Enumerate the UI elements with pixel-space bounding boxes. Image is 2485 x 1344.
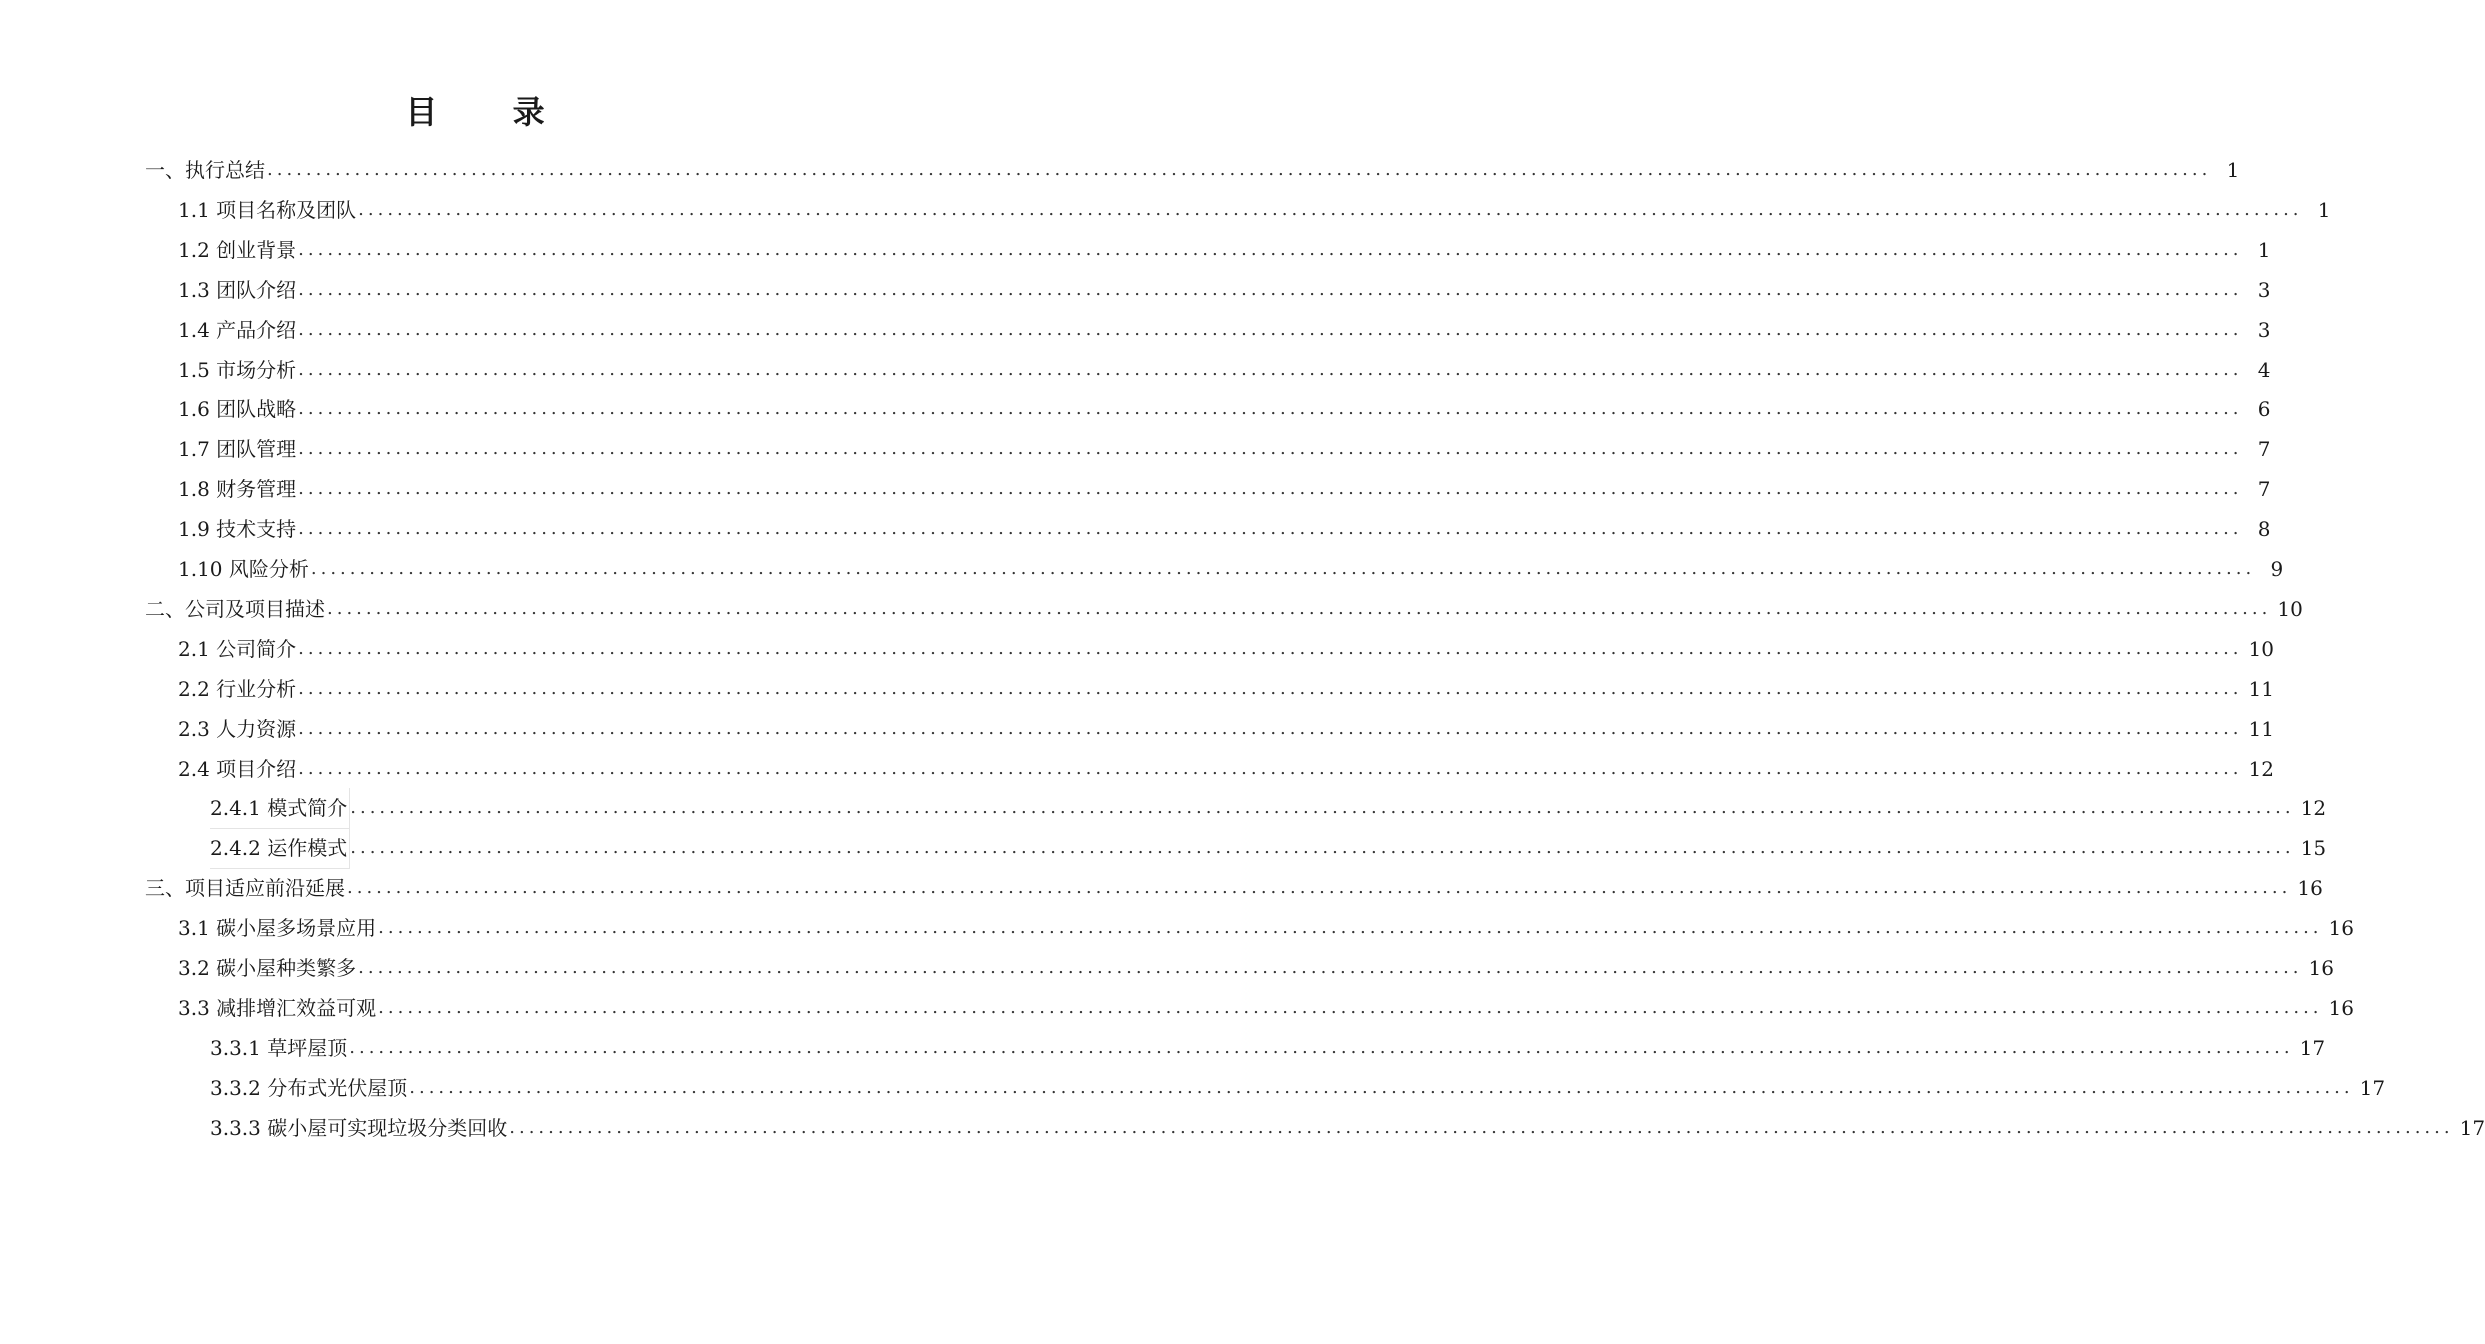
toc-dot-leader: ........................................................................................................................................................................................................ xyxy=(409,1076,2354,1098)
toc-dot-leader: ........................................................................................................................................................................................................ xyxy=(298,238,2243,260)
toc-entry-label: 二、公司及项目描述 xyxy=(145,596,325,621)
toc-entry[interactable] xyxy=(210,1028,2326,1068)
toc-dot-leader: ........................................................................................................................................................................................................ xyxy=(347,877,2292,899)
toc-entry-label: 3.3 减排增汇效益可观 xyxy=(178,995,377,1020)
toc-entry-label: 1.4 产品介绍 xyxy=(178,317,297,342)
toc-dot-leader: ........................................................................................................................................................................................................ xyxy=(298,717,2243,739)
toc-entry-label: 1.3 团队介绍 xyxy=(178,277,297,302)
toc-entry[interactable] xyxy=(178,270,2271,310)
toc-entry-label: 3.3.1 草坪屋顶 xyxy=(210,1035,348,1060)
toc-entry[interactable] xyxy=(178,230,2271,270)
toc-dot-leader: ........................................................................................................................................................................................................ xyxy=(378,917,2323,939)
toc-entry[interactable] xyxy=(210,828,2327,868)
toc-dot-leader: ........................................................................................................................................................................................................ xyxy=(298,278,2243,300)
toc-dot-leader: ........................................................................................................................................................................................................ xyxy=(298,358,2243,380)
toc-page-number: 7 xyxy=(2257,477,2271,502)
toc-page-number: 16 xyxy=(2328,995,2354,1020)
toc-dot-leader: ........................................................................................................................................................................................................ xyxy=(350,837,2295,859)
toc-page-number: 15 xyxy=(2300,836,2327,861)
toc-entry-label: 2.3 人力资源 xyxy=(178,716,297,741)
toc-page-number: 17 xyxy=(2359,1075,2386,1100)
toc-dot-leader: ........................................................................................................................................................................................................ xyxy=(267,159,2212,180)
toc-page-number: 10 xyxy=(2277,596,2303,621)
toc-page-number: 1 xyxy=(2257,237,2271,262)
toc-page-number: 9 xyxy=(2270,557,2284,581)
toc-page-number: 12 xyxy=(2300,796,2327,821)
toc-dot-leader: ........................................................................................................................................................................................................ xyxy=(298,398,2243,420)
toc-entry-label: 2.2 行业分析 xyxy=(178,676,297,701)
toc-dot-leader: ........................................................................................................................................................................................................ xyxy=(298,478,2243,500)
toc-dot-leader: ........................................................................................................................................................................................................ xyxy=(298,757,2243,779)
toc-page-number: 8 xyxy=(2257,517,2271,542)
toc-page-number: 3 xyxy=(2257,277,2271,302)
toc-entry-label: 1.1 项目名称及团队 xyxy=(178,197,357,222)
toc-page-number: 16 xyxy=(2308,956,2334,980)
toc-entry[interactable] xyxy=(178,549,2284,589)
toc-entry[interactable] xyxy=(145,589,2303,629)
toc-entry-label: 一、执行总结 xyxy=(145,158,265,182)
toc-entry[interactable] xyxy=(178,669,2274,709)
toc-dot-leader: ........................................................................................................................................................................................................ xyxy=(298,438,2243,460)
toc-entry-label: 1.9 技术支持 xyxy=(178,517,297,542)
toc-entry-label: 3.3.3 碳小屋可实现垃圾分类回收 xyxy=(210,1115,508,1140)
toc-entry[interactable] xyxy=(178,310,2271,350)
toc-page-number: 16 xyxy=(2328,916,2354,941)
toc-dot-leader: ........................................................................................................................................................................................................ xyxy=(298,518,2243,540)
toc-entry[interactable] xyxy=(145,150,2240,190)
toc-page-number: 12 xyxy=(2248,756,2274,781)
toc-page-number: 11 xyxy=(2248,676,2274,701)
toc-entry[interactable] xyxy=(178,948,2334,988)
toc-page-number: 16 xyxy=(2297,876,2323,901)
toc-entry-label: 1.2 创业背景 xyxy=(178,237,297,262)
toc-entry-label: 2.4 项目介绍 xyxy=(178,756,297,781)
toc-entry[interactable] xyxy=(178,350,2271,390)
toc-entry[interactable] xyxy=(178,429,2271,469)
toc-entry[interactable] xyxy=(210,1068,2386,1108)
toc-entry[interactable] xyxy=(210,788,2327,828)
toc-dot-leader: ........................................................................................................................................................................................................ xyxy=(298,318,2243,340)
toc-entry[interactable] xyxy=(178,190,2331,230)
toc-entry[interactable] xyxy=(145,868,2323,908)
toc-dot-leader: ........................................................................................................................................................................................................ xyxy=(378,996,2323,1018)
toc-entry[interactable] xyxy=(178,908,2354,948)
toc-page-number: 10 xyxy=(2248,636,2274,661)
toc-entry[interactable] xyxy=(178,709,2274,749)
toc-title: 目 录 xyxy=(405,93,577,131)
toc-entry-label: 3.3.2 分布式光伏屋顶 xyxy=(210,1075,408,1100)
toc-entry[interactable] xyxy=(178,389,2271,429)
toc-entry-label: 2.4.1 模式简介 xyxy=(210,788,350,829)
toc-entry[interactable] xyxy=(178,749,2274,789)
toc-entry-label: 1.5 市场分析 xyxy=(178,357,297,382)
toc-page-number: 3 xyxy=(2257,317,2271,342)
toc-entry-label: 3.2 碳小屋种类繁多 xyxy=(178,956,357,980)
toc-page-number: 1 xyxy=(2226,158,2240,182)
toc-entry-label: 三、项目适应前沿延展 xyxy=(145,876,345,901)
toc-entry-label: 1.8 财务管理 xyxy=(178,477,297,502)
toc-entry[interactable] xyxy=(178,629,2274,669)
toc-page-number: 7 xyxy=(2257,437,2271,462)
toc-page-number: 17 xyxy=(2459,1115,2485,1140)
toc-entry[interactable] xyxy=(178,469,2271,509)
toc-dot-leader: ........................................................................................................................................................................................................ xyxy=(349,1036,2294,1058)
toc-entry[interactable] xyxy=(210,1108,2485,1148)
toc-page-number: 17 xyxy=(2299,1035,2326,1060)
toc-page-number: 4 xyxy=(2257,357,2271,382)
toc-entry-label: 1.7 团队管理 xyxy=(178,437,297,462)
toc-entry[interactable] xyxy=(178,988,2354,1028)
toc-entry-label: 1.6 团队战略 xyxy=(178,397,297,422)
toc-entry-label: 2.4.2 运作模式 xyxy=(210,828,350,869)
toc-entry-label: 1.10 风险分析 xyxy=(178,557,309,581)
toc-dot-leader: ........................................................................................................................................................................................................ xyxy=(310,558,2256,579)
toc-entry-label: 3.1 碳小屋多场景应用 xyxy=(178,916,377,941)
toc-dot-leader: ........................................................................................................................................................................................................ xyxy=(358,198,2303,220)
toc-dot-leader: ........................................................................................................................................................................................................ xyxy=(298,637,2243,659)
toc-page-number: 6 xyxy=(2257,397,2271,422)
toc-page-number: 1 xyxy=(2317,197,2331,222)
toc-dot-leader: ........................................................................................................................................................................................................ xyxy=(327,597,2272,619)
toc-dot-leader: ........................................................................................................................................................................................................ xyxy=(509,1116,2454,1138)
toc-page-number: 11 xyxy=(2248,716,2274,741)
toc-dot-leader: ........................................................................................................................................................................................................ xyxy=(350,797,2295,819)
toc-entry-label: 2.1 公司简介 xyxy=(178,636,297,661)
toc-dot-leader: ........................................................................................................................................................................................................ xyxy=(298,677,2243,699)
toc-dot-leader: ........................................................................................................................................................................................................ xyxy=(358,957,2303,978)
toc-entry[interactable] xyxy=(178,509,2271,549)
